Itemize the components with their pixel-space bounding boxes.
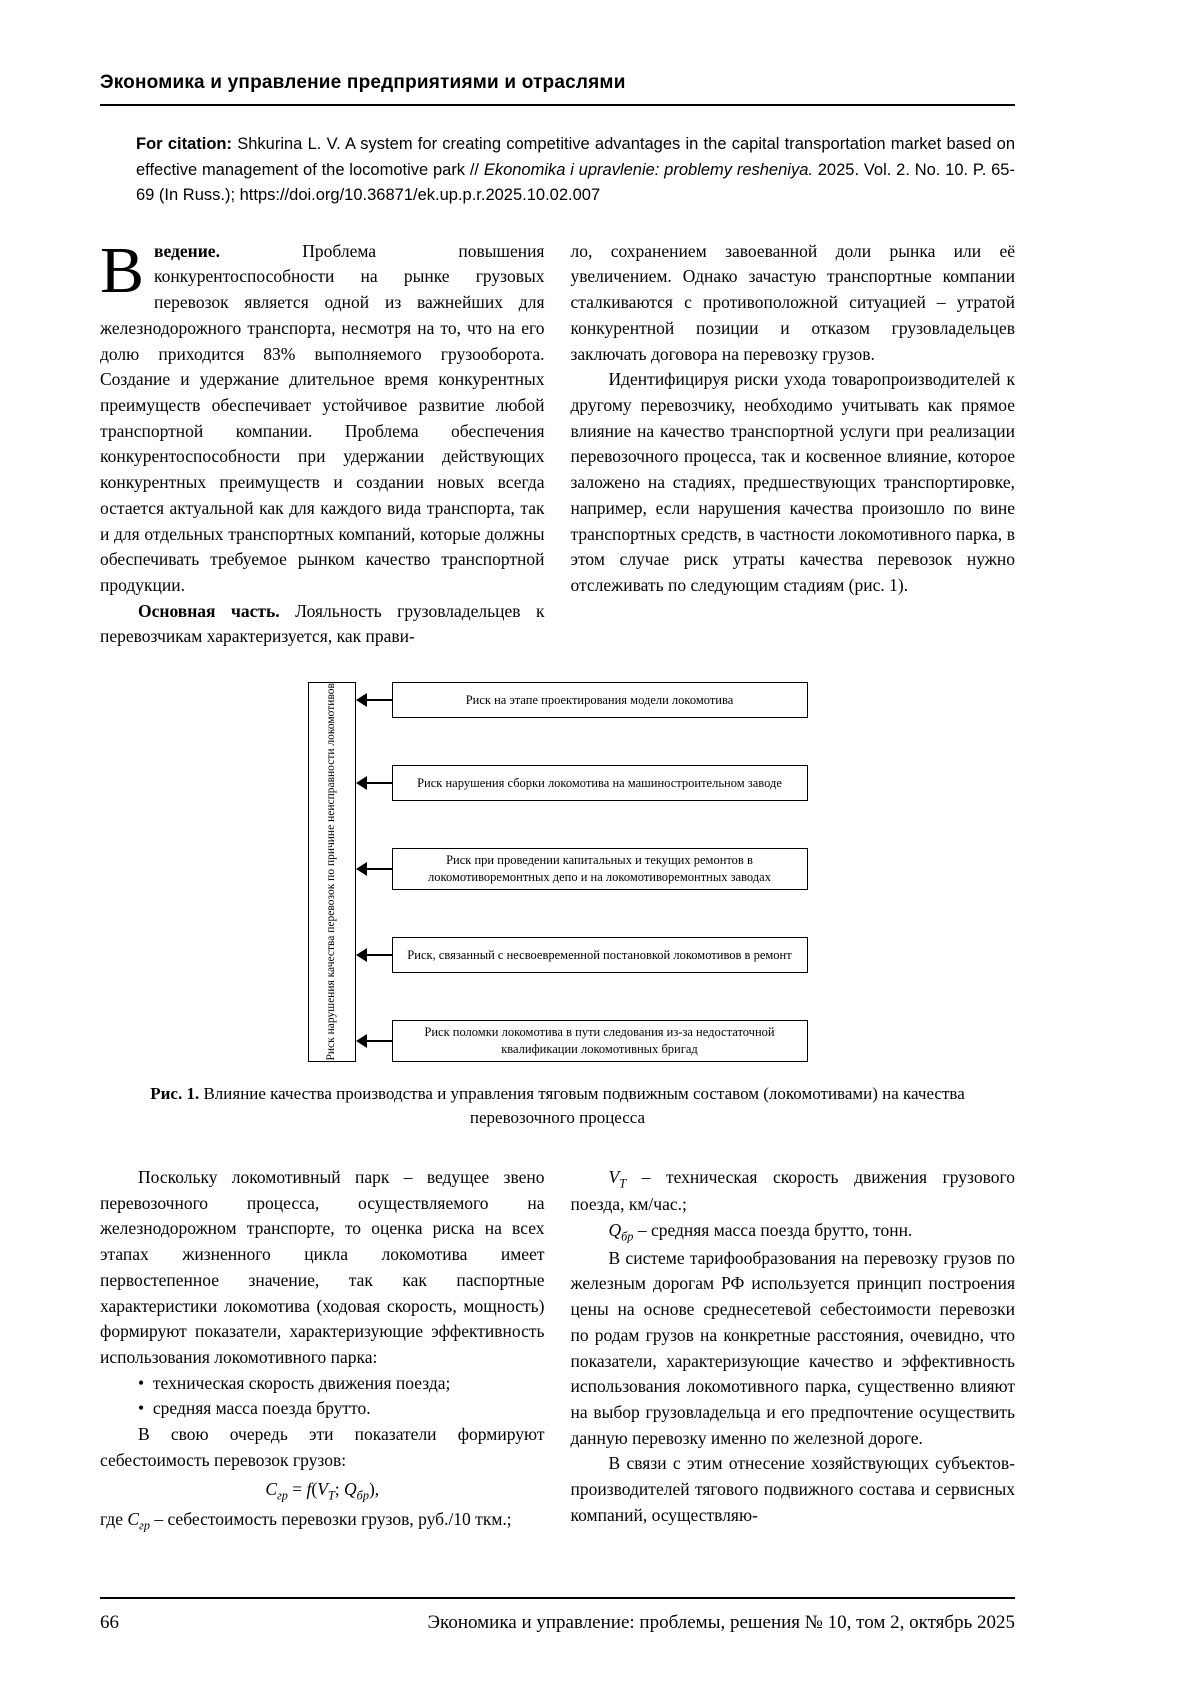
paragraph-tariff-system: В системе тарифообразования на перевозку грузов по железным дорогам РФ используется принцип построения цены на основе среднесетевой себестоимости перевозки по родам грузов на конкретные расстояния, очевидно, что показатели, характеризующие качество и эффективность использования локомотивного парка, существенно влияют на выбор грузовладельца и его предпочтение осуществить данную перевозку именно по железной дороге. [570,1247,1015,1448]
paragraph-introduction [100,233,545,599]
arrow-left-icon [356,948,392,962]
paragraph-definition-q [571,1218,1016,1246]
drop-cap: В [100,233,145,307]
diagram-rows [356,682,808,1062]
diagram-row [356,682,808,718]
risk-box-late-maintenance: Риск, связанный с несвоевременной постановкой локомотивов в ремонт [392,937,808,973]
main-part-text: Лояльность грузовладельцев к перевозчикам характеризуется, как прави- [100,600,545,647]
formula-var-c: С [265,1478,278,1499]
diagram-row [356,937,808,973]
diagram-row [356,765,808,801]
def-sub-br: бр [621,1229,634,1244]
citation-journal-name: Ekonomika i upravlenie: problemy resheniya. [483,160,813,179]
cost-formula [100,1474,545,1508]
paragraph-risks: Идентифицируя риски ухода товаропроизводителей к другому перевозчику, необходимо учитывать как прямое влияние на качество транспортной услуги при реализации перевозочного процесса, так и косвенное влияние, которое заложено на стадиях, предшествующих транспортировке, например, если нарушения качества произошло по вине транспортных средств, в частности локомотивного парка, в этом случае риск утраты качества перевозок нужно отслеживать по следующим стадиям (рис. 1). [570,369,1015,596]
paragraph-locomotive-park: Поскольку локомотивный парк – ведущее звено перевозочного процесса, осуществляемого на железнодорожном транспорте, то оценка риска на всех этапах жизненного цикла локомотива имеет первостепенное значение, так как паспортные характеристики локомотива (ходовая скорость, мощность) формируют показатели, характеризующие эффективность использования локомотивного парка: [100,1166,545,1368]
formula-close-paren: ), [368,1478,380,1499]
def-q-text: – средняя масса поезда брутто, тонн. [633,1220,913,1241]
citation-part1: Shkurina L. V. A system for creating competitive advantages in the capital transportation market based on effective management of the locomotive park // [136,135,1016,179]
paragraph-continuation: ло, сохранением завоеванной доли рынка или её увеличением. Однако зачастую транспортные компании сталкиваются с противоположной ситуацией – утратой конкурентной позиции и отказом грузовладельцев заключать договора на перевозку грузов. [570,240,1015,364]
formula-var-q: Q [344,1478,357,1499]
page-footer [100,1597,1015,1634]
where-text: – себестоимость перевозки грузов, руб./10 ткм.; [149,1509,512,1530]
formula-sub-t: Т [327,1488,335,1503]
arrow-left-icon [356,776,392,790]
where-lead: где [100,1509,128,1530]
risk-box-breakdown: Риск поломки локомотива в пути следования из-за недостаточной квалификации локомотивных бригад [392,1020,808,1062]
figure-1 [100,682,1015,1131]
section-title: Экономика и управление предприятиями и отраслями [100,72,626,93]
diagram-row [356,848,808,890]
formula-func-f: f [306,1478,312,1499]
body-columns-top [100,233,1015,651]
body-columns-bottom [100,1165,1015,1535]
formula-sub-gr: гр [277,1488,288,1503]
main-part-lead: Основная часть. [138,600,280,621]
citation-text [136,132,1015,209]
risk-box-repairs: Риск при проведении капитальных и текущих ремонтов в локомотиворемонтных депо и на локомотиворемонтных заводах [392,848,808,890]
where-var-c: С [127,1509,140,1530]
def-v-text: – техническая скорость движения грузового поезда, км/час.; [570,1166,1015,1215]
citation-part2: 2025. Vol. 2. No. 10. P. 65-69 (In Russ.); https://doi.org/10.36871/ek.up.p.r.2025.10.02.007 [136,160,1015,205]
right-column-bottom [571,1165,1016,1535]
arrow-left-icon [356,693,392,707]
list-item: • средняя масса поезда брутто. [100,1396,545,1422]
right-column-top [571,239,1016,651]
def-sub-t: Т [619,1176,627,1191]
introduction-lead: ведение. [154,240,220,261]
def-var-q: Q [608,1220,622,1241]
figure-caption-label: Рис. 1. [150,1083,200,1103]
paragraph-main-part [100,599,545,650]
running-head [100,72,1015,106]
figure-caption-text: Влияние качества производства и управления тяговым подвижным составом (локомотивами) на качества перевозочного процесса [199,1083,965,1128]
paragraph-where-definition [100,1507,545,1535]
def-var-v: V [608,1166,620,1187]
diagram-vertical-label: Риск нарушения качества перевозок по причине неисправности локомотивов [325,683,338,1061]
risk-diagram [308,682,808,1062]
left-column-bottom [100,1165,545,1535]
diagram-vertical-label-box [308,682,356,1062]
formula-equals: = [287,1478,307,1499]
paragraph-definition-v [571,1165,1016,1218]
indicator-list [100,1371,545,1422]
journal-footer-line: Экономика и управление: проблемы, решения № 10, том 2, октябрь 2025 [427,1612,1015,1633]
paragraph-cost-intro: В свою очередь эти показатели формируют себестоимость перевозок грузов: [100,1424,545,1470]
arrow-left-icon [356,1034,392,1048]
citation-label: For citation: [136,135,232,153]
figure-caption [138,1082,978,1131]
formula-separator: ; [334,1478,345,1499]
formula-sub-br: бр [356,1488,369,1503]
introduction-text: Проблема повышения конкурентоспособности на рынке грузовых перевозок является одной из важнейших для железнодорожного транспорта, несмотря на то, что на его долю приходится 83% выполняемого грузооборота. Создание и удержание длительное время конкурентных преимуществ обеспечивает устойчивое развитие любой транспортной компании. Проблема обеспечения конкурентоспособности при удержании действующих конкурентных преимуществ и создании новых всегда остается актуальной как для каждого вида транспорта, так и для отдельных транспортных компаний, которые должны обеспечивать требуемое рынком качество транспортной продукции. [100,240,545,596]
risk-box-assembly: Риск нарушения сборки локомотива на машиностроительном заводе [392,765,808,801]
where-sub-gr: гр [139,1518,150,1533]
arrow-left-icon [356,862,392,876]
list-item: • техническая скорость движения поезда; [100,1371,545,1397]
risk-box-design: Риск на этапе проектирования модели локомотива [392,682,808,718]
left-column-top [100,233,545,651]
formula-var-v: V [317,1478,328,1499]
diagram-row [356,1020,808,1062]
paragraph-conclusion-start: В связи с этим отнесение хозяйствующих субъектов-производителей тягового подвижного состава и сервисных компаний, осуществляю- [570,1453,1015,1525]
formula-open-paren: ( [311,1478,318,1499]
citation-block [136,132,1015,209]
page-number: 66 [100,1612,119,1633]
